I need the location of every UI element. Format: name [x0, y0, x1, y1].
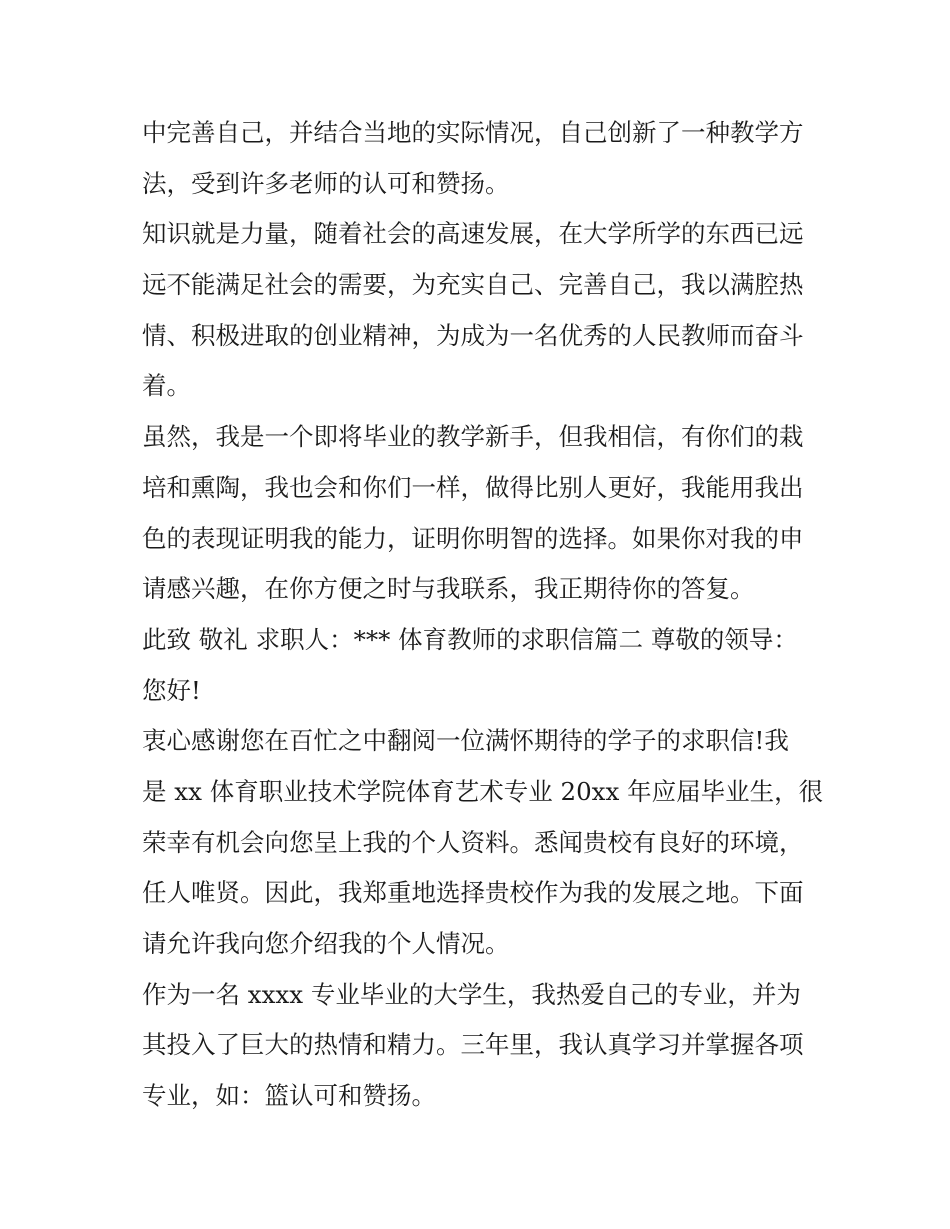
text-line: 专业，如：篮认可和赞扬。	[142, 1081, 436, 1111]
text-line: 色的表现证明我的能力，证明你明智的选择。如果你对我的申	[142, 523, 804, 553]
text-line: 知识就是力量，随着社会的高速发展，在大学所学的东西已远	[142, 219, 804, 249]
text-line: 情、积极进取的创业精神，为成为一名优秀的人民教师而奋斗	[142, 320, 804, 350]
text-line: 作为一名 xxxx 专业毕业的大学生，我热爱自己的专业，并为	[142, 979, 801, 1009]
text-line: 培和熏陶，我也会和你们一样，做得比别人更好，我能用我出	[142, 472, 804, 502]
text-line: 您好!	[142, 675, 201, 705]
text-line: 远不能满足社会的需要，为充实自己、完善自己，我以满腔热	[142, 270, 804, 300]
text-line: 请感兴趣，在你方便之时与我联系，我正期待你的答复。	[142, 574, 755, 604]
text-line: 中完善自己，并结合当地的实际情况，自己创新了一种教学方	[142, 118, 804, 147]
letter-body	[142, 108, 822, 1122]
text-line: 任人唯贤。因此，我郑重地选择贵校作为我的发展之地。下面	[142, 878, 804, 908]
text-line: 请允许我向您介绍我的个人情况。	[142, 929, 510, 958]
text-line: 荣幸有机会向您呈上我的个人资料。悉闻贵校有良好的环境，	[142, 827, 804, 857]
text-line: 法，受到许多老师的认可和赞扬。	[142, 168, 510, 198]
text-line: 虽然，我是一个即将毕业的教学新手，但我相信，有你们的栽	[142, 422, 804, 452]
text-line: 其投入了巨大的热情和精力。三年里，我认真学习并掌握各项	[142, 1030, 804, 1060]
text-line: 此致 敬礼 求职人：*** 体育教师的求职信篇二 尊敬的领导：	[142, 624, 798, 654]
text-line: 是 xx 体育职业技术学院体育艺术专业 20xx 年应届毕业生，很	[142, 776, 824, 806]
text-line: 衷心感谢您在百忙之中翻阅一位满怀期待的学子的求职信!我	[142, 726, 789, 756]
text-line: 着。	[142, 371, 191, 401]
